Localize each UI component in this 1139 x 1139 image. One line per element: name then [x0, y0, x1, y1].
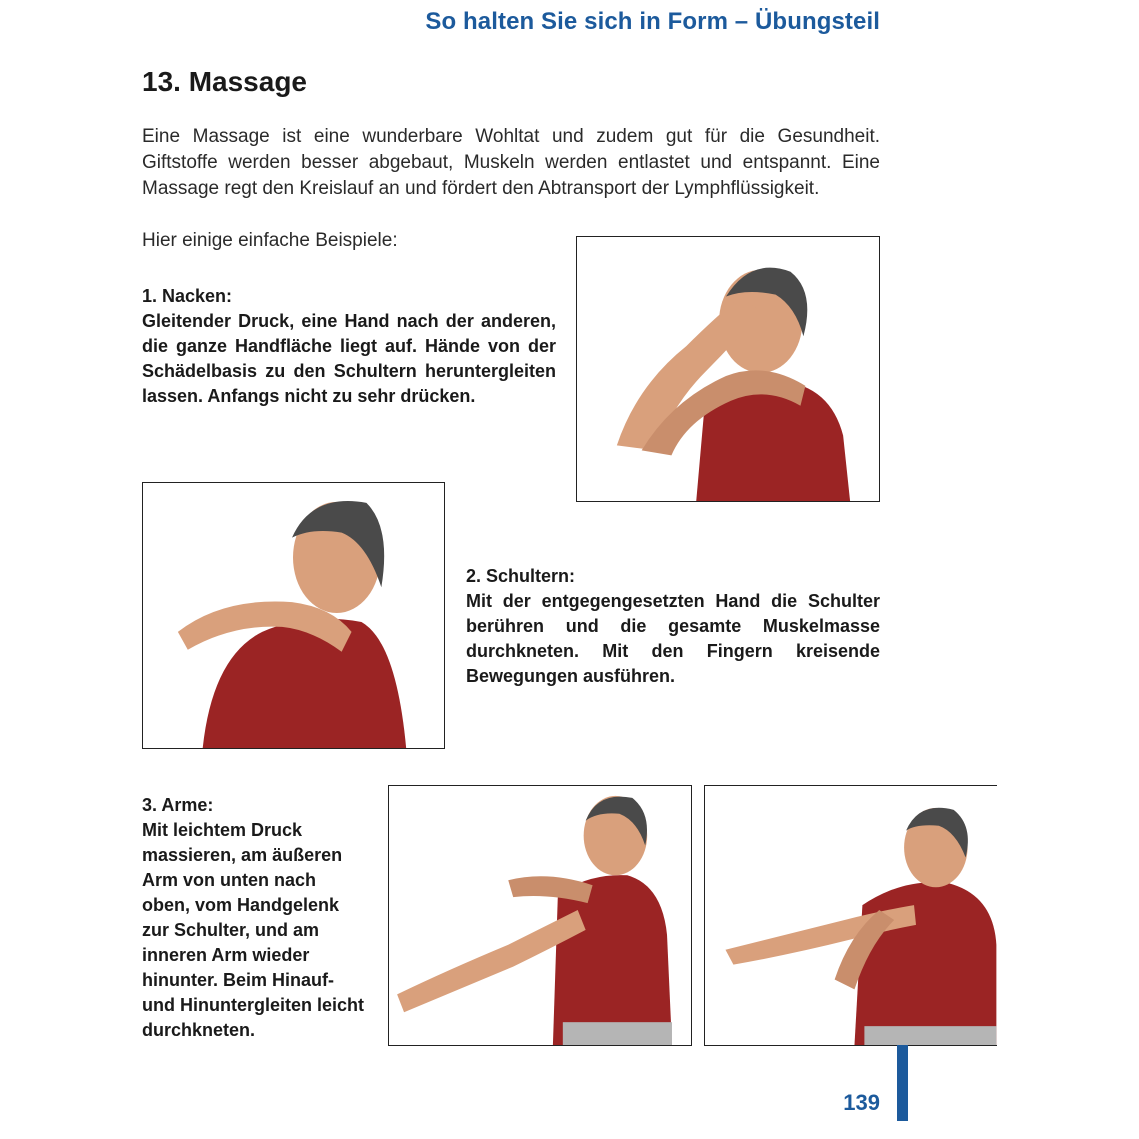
intro-paragraph: Eine Massage ist eine wunderbare Wohltat und zudem gut für die Gesundheit. Giftstoffe werden besser abgebaut, Muskeln werden entlastet und entspannt. Eine Massage regt den Kreislauf an und fördert den Abtransport der Lymphflüssigkeit. — [142, 126, 880, 199]
section-title: 13. Massage — [142, 66, 307, 97]
exercise-arms-text: Mit leichtem Druck massieren, am äußeren Arm von unten nach oben, vom Handgelenk zur Schulter, und am inneren Arm wieder hinunter. Beim Hinauf- und Hinuntergleiten leicht durchkneten. — [142, 820, 365, 1040]
exercise-neck-text: Gleitender Druck, eine Hand nach der anderen, die ganze Handfläche liegt auf. Hände von der Schädelbasis zu den Schultern heruntergleiten lassen. Anfangs nicht zu sehr drücken. — [142, 311, 556, 406]
exercise-neck — [142, 284, 556, 409]
neck-massage-illustration — [577, 237, 879, 501]
running-head: So halten Sie sich in Form – Übungsteil — [425, 8, 880, 35]
page-edge-bar — [897, 1045, 908, 1121]
examples-intro: Hier einige einfache Beispiele: — [142, 230, 398, 251]
arm-massage-2-illustration — [705, 786, 997, 1045]
exercise-shoulders-heading: 2. Schultern: — [466, 566, 576, 586]
arm-massage-1-illustration — [389, 786, 691, 1045]
shoulder-massage-illustration — [143, 483, 444, 748]
exercise-shoulders-text: Mit der entgegengesetzten Hand die Schulter berühren und die gesamte Muskelmasse durchkneten. Mit den Fingern kreisende Bewegungen ausführen. — [466, 591, 880, 686]
photo-arm-massage-2 — [704, 785, 997, 1046]
exercise-arms — [142, 793, 368, 1043]
exercise-arms-heading: 3. Arme: — [142, 795, 214, 815]
exercise-shoulders — [466, 564, 880, 689]
photo-shoulder-massage — [142, 482, 445, 749]
page-number: 139 — [843, 1090, 880, 1115]
exercise-neck-heading: 1. Nacken: — [142, 286, 233, 306]
photo-arm-massage-1 — [388, 785, 692, 1046]
photo-neck-massage — [576, 236, 880, 502]
